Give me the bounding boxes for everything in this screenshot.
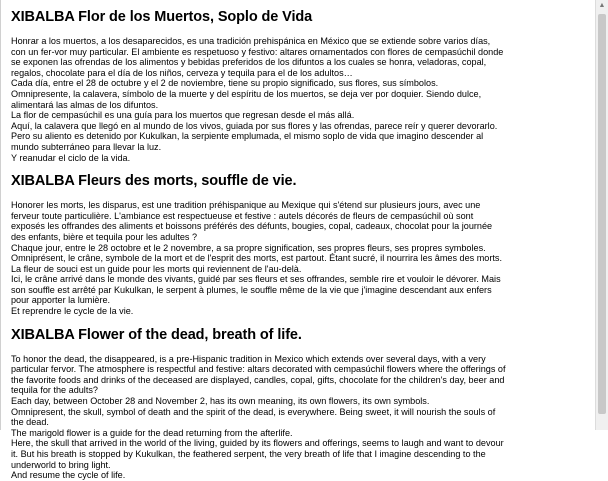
paragraph: Omnipresente, la calavera, símbolo de la muerte y del espíritu de los muertos, se deja ver por doquier. Siendo dulce, alimentará las almas de los difuntos.: [11, 88, 482, 110]
paragraph: Honrar a los muertos, a los desaparecidos, es una tradición prehispánica en México que se extiende sobre varios días, con un fer-vor muy particular. El ambiente es respetuoso y festivo: altares ornamentados con flores de cempasúchil donde se exponen las ofrendas de los alimentos y bebidas preferidos de los difuntos a los cuales se honra, veladoras, copal, regalos, chocolate para el día de los niños, cerveza y tequila para el de los adultos…: [11, 36, 504, 78]
paragraph: Et reprendre le cycle de la vie.: [11, 306, 134, 317]
paragraph: La fleur de souci est un guide pour les morts qui reviennent de l'au-delà.: [11, 263, 302, 274]
paragraph: Here, the skull that arrived in the world of the living, guided by its flowers and offerings, seems to laugh and want to devour it. But his breath is stopped by Kukulkan, the feathered serpent, the very breath of life that I imagine descending to the underworld to bring light.: [11, 438, 504, 470]
paragraph: Cada día, entre el 28 de octubre y el 2 de noviembre, tiene su propio significado, sus flores, sus símbolos.: [11, 78, 439, 89]
paragraph: Omnipresent, the skull, symbol of death and the spirit of the dead, is everywhere. Being sweet, it will nourish the souls of the dead.: [11, 406, 496, 428]
section-spanish: [11, 9, 506, 163]
section-french: [11, 173, 506, 317]
vertical-scrollbar[interactable]: [595, 0, 608, 430]
document-content: [1, 0, 506, 481]
section-english: [11, 327, 506, 481]
section-body-french: [11, 200, 506, 317]
scroll-up-arrow-icon[interactable]: ▲: [598, 2, 606, 9]
scrollbar-thumb[interactable]: [598, 14, 606, 414]
paragraph: Each day, between October 28 and November 2, has its own meaning, its own flowers, its own symbols.: [11, 396, 430, 407]
section-title-english: XIBALBA Flower of the dead, breath of life.: [11, 326, 302, 343]
paragraph: Omniprésent, le crâne, symbole de la mort et de l'esprit des morts, est partout. Étant sucré, il nourrira les âmes des morts.: [11, 253, 502, 264]
section-body-english: [11, 354, 506, 481]
section-title-spanish: XIBALBA Flor de los Muertos, Soplo de Vida: [11, 9, 313, 25]
paragraph: Aquí, la calavera que llegó en al mundo de los vivos, guiada por sus flores y las ofrendas, parece reír y querer devorarlo. Pero su aliento es detenido por Kukulkan, la serpiente emplumada, el mismo soplo de vida que imagino descender al mundo subterráneo para llevar la luz.: [11, 120, 498, 152]
paragraph: And resume the cycle of life.: [11, 470, 126, 481]
section-body-spanish: [11, 36, 506, 163]
paragraph: The marigold flower is a guide for the dead returning from the afterlife.: [11, 427, 293, 438]
paragraph: Chaque jour, entre le 28 octobre et le 2 novembre, a sa propre signification, ses propres fleurs, ses propres symboles.: [11, 242, 486, 253]
section-title-french: XIBALBA Fleurs des morts, souffle de vie.: [11, 173, 297, 190]
paragraph: Ici, le crâne arrivé dans le monde des vivants, guidé par ses fleurs et ses offrandes, semble rire et vouloir le dévorer. Mais son souffle est arrêté par Kukulkan, le serpent à plumes, le souffle même de la vie que j'imagine descendant aux enfers pour apporter la lumière.: [11, 274, 501, 306]
paragraph: Y reanudar el ciclo de la vida.: [11, 152, 131, 163]
paragraph: Honorer les morts, les disparus, est une tradition préhispanique au Mexique qui s'étend sur plusieurs jours, avec une ferveur toute particulière. L'ambiance est respectueuse et festive : autels décorés de fleurs de cempasúchil où sont exposés les offrandes des aliments et boissons préférés des défunts, bougies, copal, cadeaux, chocolat pour la journée des enfants, bière et tequila pour les adultes ?: [11, 200, 493, 242]
paragraph: La flor de cempasúchil es una guía para los muertos que regresan desde el más allá.: [11, 110, 355, 121]
paragraph: To honor the dead, the disappeared, is a pre-Hispanic tradition in Mexico which extends over several days, with a very particular fervor. The atmosphere is respectful and festive: altars decorated with cempasúchil flowers where the offerings of the favorite foods and drinks of the deceased are displayed, candles, copal, gifts, chocolate for the children's day, beer and tequila for the adults?: [11, 353, 506, 396]
